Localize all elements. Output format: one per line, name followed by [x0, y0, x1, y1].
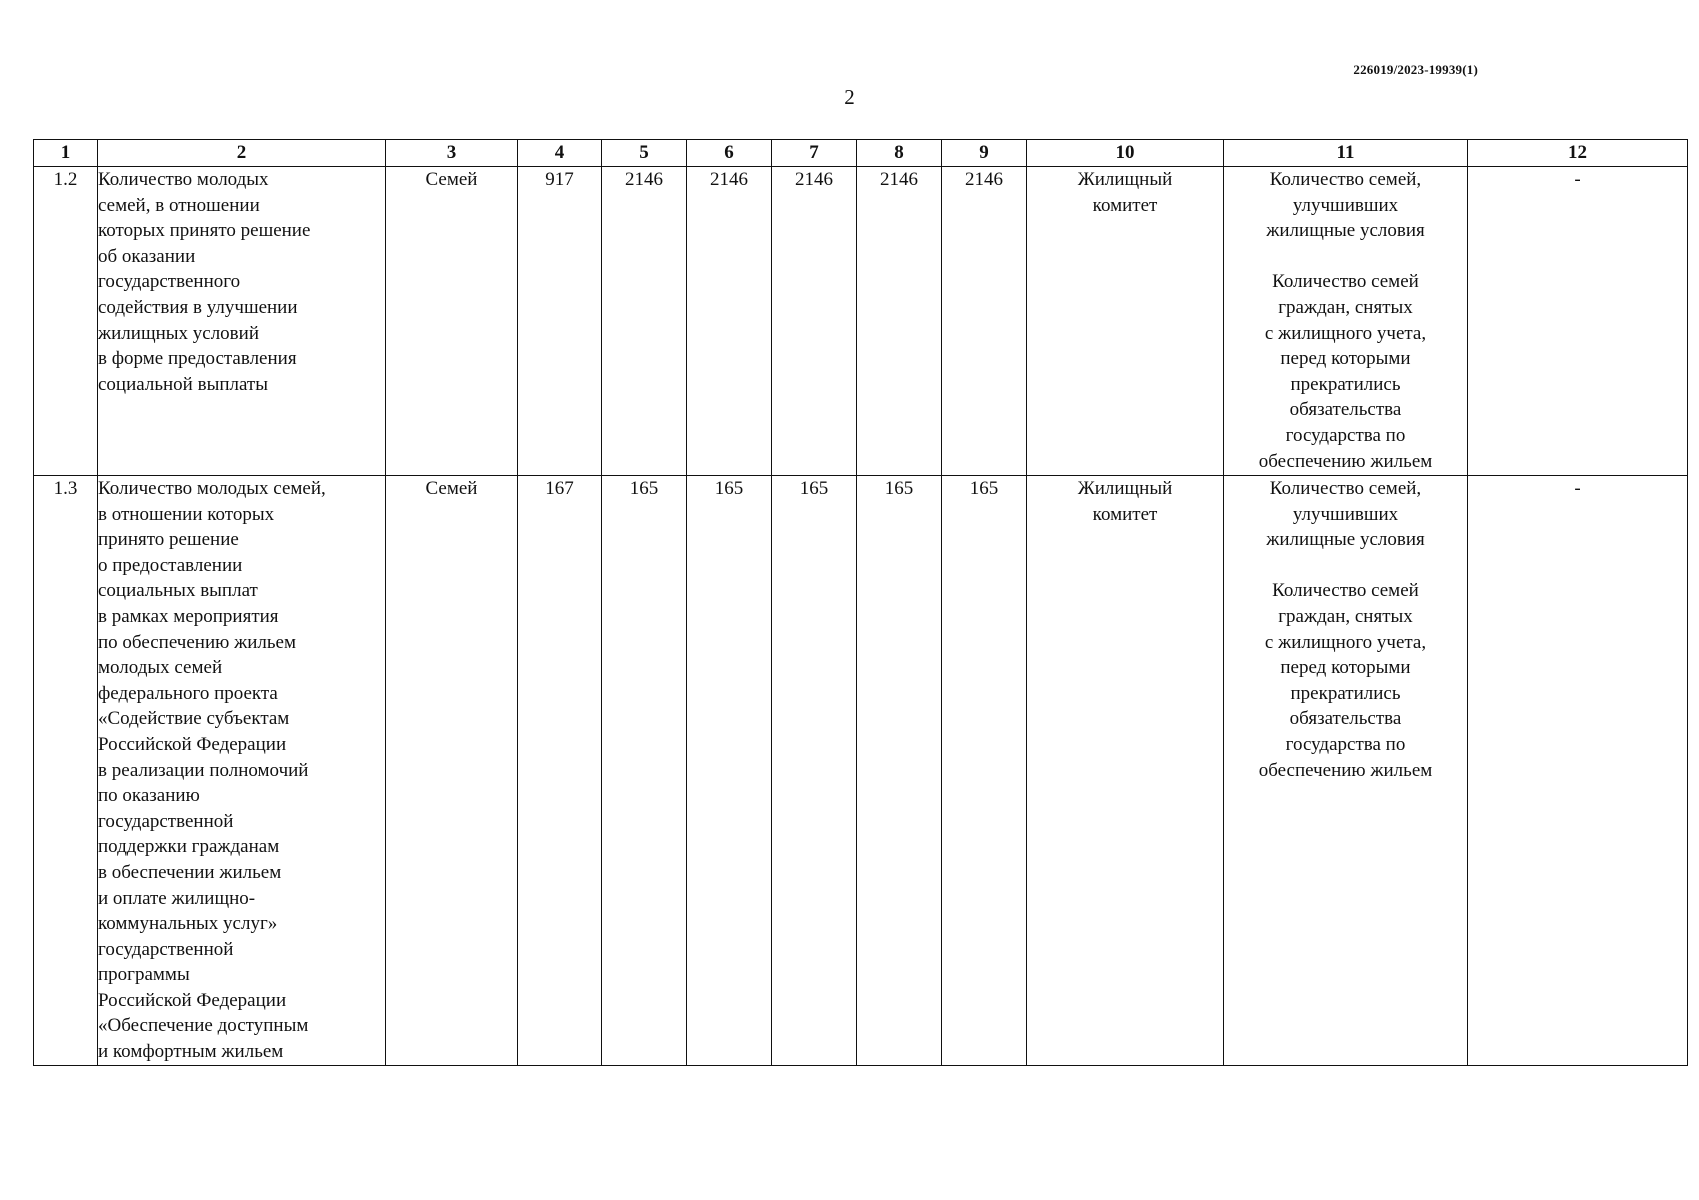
- text-line: перед которыми: [1280, 348, 1411, 370]
- text-line: Жилищный: [1077, 478, 1173, 499]
- text-line: государства по: [1285, 424, 1406, 446]
- column-header: 2: [98, 140, 386, 167]
- text-line: в форме предоставления: [98, 348, 297, 370]
- text-line: Российской Федерации: [98, 733, 287, 755]
- text-line: Жилищный: [1077, 169, 1173, 190]
- text-line: содействия в улучшении: [98, 296, 298, 318]
- text-line: обеспечению жильем: [1258, 450, 1433, 472]
- text-line: федерального проекта: [98, 682, 278, 704]
- result-indicator-cell: [1224, 167, 1468, 476]
- text-line: Российской Федерации: [98, 989, 287, 1011]
- text-line: улучшивших: [1292, 503, 1399, 525]
- text-line: молодых семей: [98, 657, 223, 679]
- text-line: программы: [98, 964, 190, 986]
- text-line: обязательства: [1289, 399, 1402, 421]
- text-line: которых принято решение: [98, 220, 311, 242]
- text-line: Количество семей: [1272, 580, 1419, 602]
- page-number: 2: [844, 85, 855, 109]
- text-line: принято решение: [98, 529, 239, 551]
- column-header: 3: [386, 140, 518, 167]
- unit-cell: Семей: [386, 476, 518, 1066]
- text-line: жилищные условия: [1266, 220, 1425, 242]
- blank-line: [1224, 244, 1467, 270]
- value-cell: 917: [518, 167, 602, 476]
- table-row: [34, 476, 1688, 1066]
- text-line: и оплате жилищно-: [98, 887, 256, 909]
- indicator-name-cell: [98, 476, 386, 1066]
- text-line: семей, в отношении: [98, 194, 260, 216]
- text-line: об оказании: [98, 245, 196, 267]
- executor-cell: [1027, 476, 1224, 1066]
- text-line: граждан, снятых: [1278, 296, 1413, 318]
- value-cell: 165: [687, 476, 772, 1066]
- text-line: жилищные условия: [1266, 529, 1425, 551]
- value-cell: 2146: [772, 167, 857, 476]
- column-header: 5: [602, 140, 687, 167]
- value-cell: 165: [772, 476, 857, 1066]
- unit-cell: Семей: [386, 167, 518, 476]
- text-line: по оказанию: [98, 785, 200, 807]
- value-cell: 2146: [942, 167, 1027, 476]
- document-registration-number: 226019/2023-19939(1): [1353, 62, 1478, 77]
- text-line: государственной: [98, 810, 234, 832]
- column-header: 10: [1027, 140, 1224, 167]
- text-line: прекратились: [1290, 682, 1401, 704]
- text-line: социальных выплат: [98, 580, 258, 602]
- value-cell: 165: [602, 476, 687, 1066]
- text-line: в рамках мероприятия: [98, 605, 279, 627]
- text-line: комитет: [1092, 194, 1158, 216]
- text-line: государственного: [98, 271, 241, 293]
- text-line: социальной выплаты: [98, 373, 268, 395]
- text-line: Количество семей: [1272, 271, 1419, 293]
- column-header: 4: [518, 140, 602, 167]
- column-header: 7: [772, 140, 857, 167]
- column-header: 9: [942, 140, 1027, 167]
- column-header: 12: [1468, 140, 1688, 167]
- text-line: жилищных условий: [98, 322, 259, 344]
- value-cell: 167: [518, 476, 602, 1066]
- text-line: перед которыми: [1280, 657, 1411, 679]
- text-line: «Обеспечение доступным: [98, 1015, 309, 1037]
- text-line: обеспечению жильем: [1258, 759, 1433, 781]
- table-row: [34, 167, 1688, 476]
- column-header: 8: [857, 140, 942, 167]
- value-cell: 165: [857, 476, 942, 1066]
- text-line: в отношении которых: [98, 503, 275, 525]
- note-cell: -: [1468, 476, 1688, 1066]
- value-cell: 165: [942, 476, 1027, 1066]
- column-header: 6: [687, 140, 772, 167]
- text-line: улучшивших: [1292, 194, 1399, 216]
- value-cell: 2146: [857, 167, 942, 476]
- column-number-row: [34, 140, 1688, 167]
- text-line: «Содействие субъектам: [98, 708, 290, 730]
- note-cell: -: [1468, 167, 1688, 476]
- value-cell: 2146: [602, 167, 687, 476]
- indicator-name-cell: [98, 167, 386, 476]
- indicators-table: [33, 139, 1688, 1066]
- value-cell: 2146: [687, 167, 772, 476]
- text-line: коммунальных услуг»: [98, 913, 278, 935]
- text-line: и комфортным жильем: [98, 1041, 284, 1063]
- text-line: комитет: [1092, 503, 1158, 525]
- text-line: государственной: [98, 938, 234, 960]
- text-line: в реализации полномочий: [98, 759, 309, 781]
- text-line: Количество семей,: [1269, 478, 1422, 499]
- text-line: Количество семей,: [1269, 169, 1422, 190]
- row-number-cell: 1.2: [34, 167, 98, 476]
- text-line: с жилищного учета,: [1264, 631, 1427, 653]
- result-indicator-cell: [1224, 476, 1468, 1066]
- text-line: Количество молодых: [98, 169, 269, 190]
- executor-cell: [1027, 167, 1224, 476]
- column-header: 1: [34, 140, 98, 167]
- text-line: поддержки гражданам: [98, 836, 280, 858]
- text-line: государства по: [1285, 733, 1406, 755]
- text-line: о предоставлении: [98, 554, 243, 576]
- row-number-cell: 1.3: [34, 476, 98, 1066]
- text-line: с жилищного учета,: [1264, 322, 1427, 344]
- text-line: Количество молодых семей,: [98, 478, 326, 499]
- text-line: в обеспечении жильем: [98, 861, 282, 883]
- text-line: граждан, снятых: [1278, 605, 1413, 627]
- text-line: по обеспечению жильем: [98, 631, 296, 653]
- text-line: обязательства: [1289, 708, 1402, 730]
- blank-line: [1224, 553, 1467, 579]
- column-header: 11: [1224, 140, 1468, 167]
- text-line: прекратились: [1290, 373, 1401, 395]
